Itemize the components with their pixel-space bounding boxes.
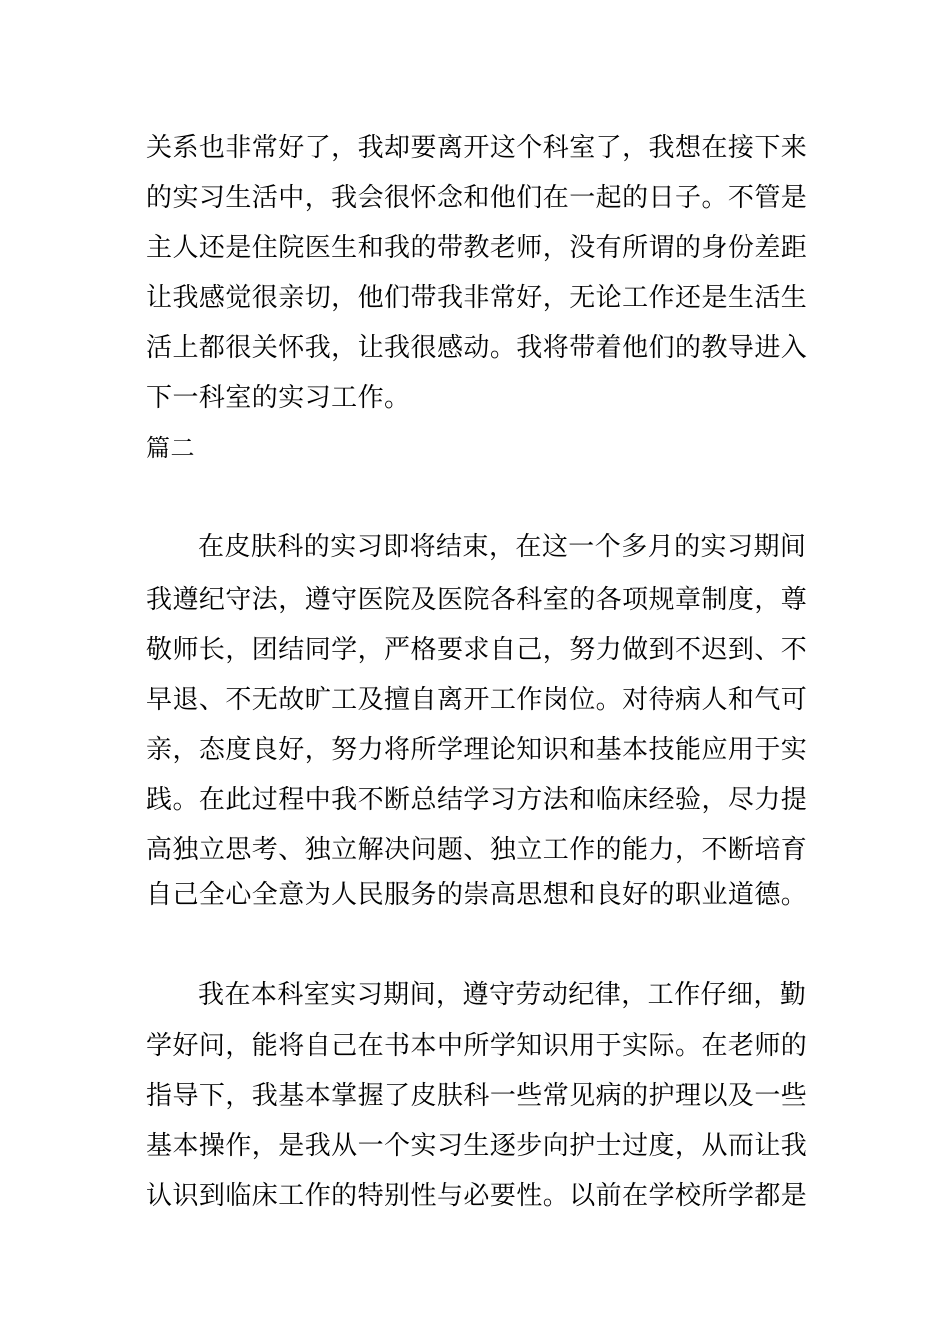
paragraph-line: 基本操作，是我从一个实习生逐步向护士过度，从而让我 [146, 1131, 808, 1161]
paragraph-line: 的实习生活中，我会很怀念和他们在一起的日子。不管是 [146, 183, 808, 213]
paragraph-line: 认识到临床工作的特别性与必要性。以前在学校所学都是 [146, 1181, 808, 1211]
paragraph-line: 在皮肤科的实习即将结束，在这一个多月的实习期间 [198, 532, 807, 562]
paragraph-line: 高独立思考、独立解决问题、独立工作的能力，不断培育 [146, 835, 808, 865]
paragraph-line: 早退、不无故旷工及擅自离开工作岗位。对待病人和气可 [146, 685, 808, 715]
paragraph-line: 活上都很关怀我，让我很感动。我将带着他们的教导进入 [146, 333, 808, 363]
paragraph-line: 我在本科室实习期间，遵守劳动纪律，工作仔细，勤 [198, 980, 807, 1010]
paragraph-line: 践。在此过程中我不断总结学习方法和临床经验，尽力提 [146, 785, 808, 815]
paragraph-line: 亲，态度良好，努力将所学理论知识和基本技能应用于实 [146, 735, 808, 765]
paragraph-line: 指导下，我基本掌握了皮肤科一些常见病的护理以及一些 [146, 1081, 808, 1111]
section-heading: 篇二 [146, 434, 195, 462]
paragraph-line: 主人还是住院医生和我的带教老师，没有所谓的身份差距 [146, 233, 808, 263]
paragraph-line: 敬师长，团结同学，严格要求自己，努力做到不迟到、不 [146, 635, 808, 665]
paragraph-line: 下一科室的实习工作。 [146, 383, 411, 413]
paragraph-line: 自己全心全意为人民服务的崇高思想和良好的职业道德。 [146, 880, 808, 910]
paragraph-line: 我遵纪守法，遵守医院及医院各科室的各项规章制度，尊 [146, 585, 808, 615]
paragraph-line: 学好问，能将自己在书本中所学知识用于实际。在老师的 [146, 1031, 808, 1061]
paragraph-line: 关系也非常好了，我却要离开这个科室了，我想在接下来 [146, 133, 808, 163]
paragraph-line: 让我感觉很亲切，他们带我非常好，无论工作还是生活生 [146, 283, 808, 313]
